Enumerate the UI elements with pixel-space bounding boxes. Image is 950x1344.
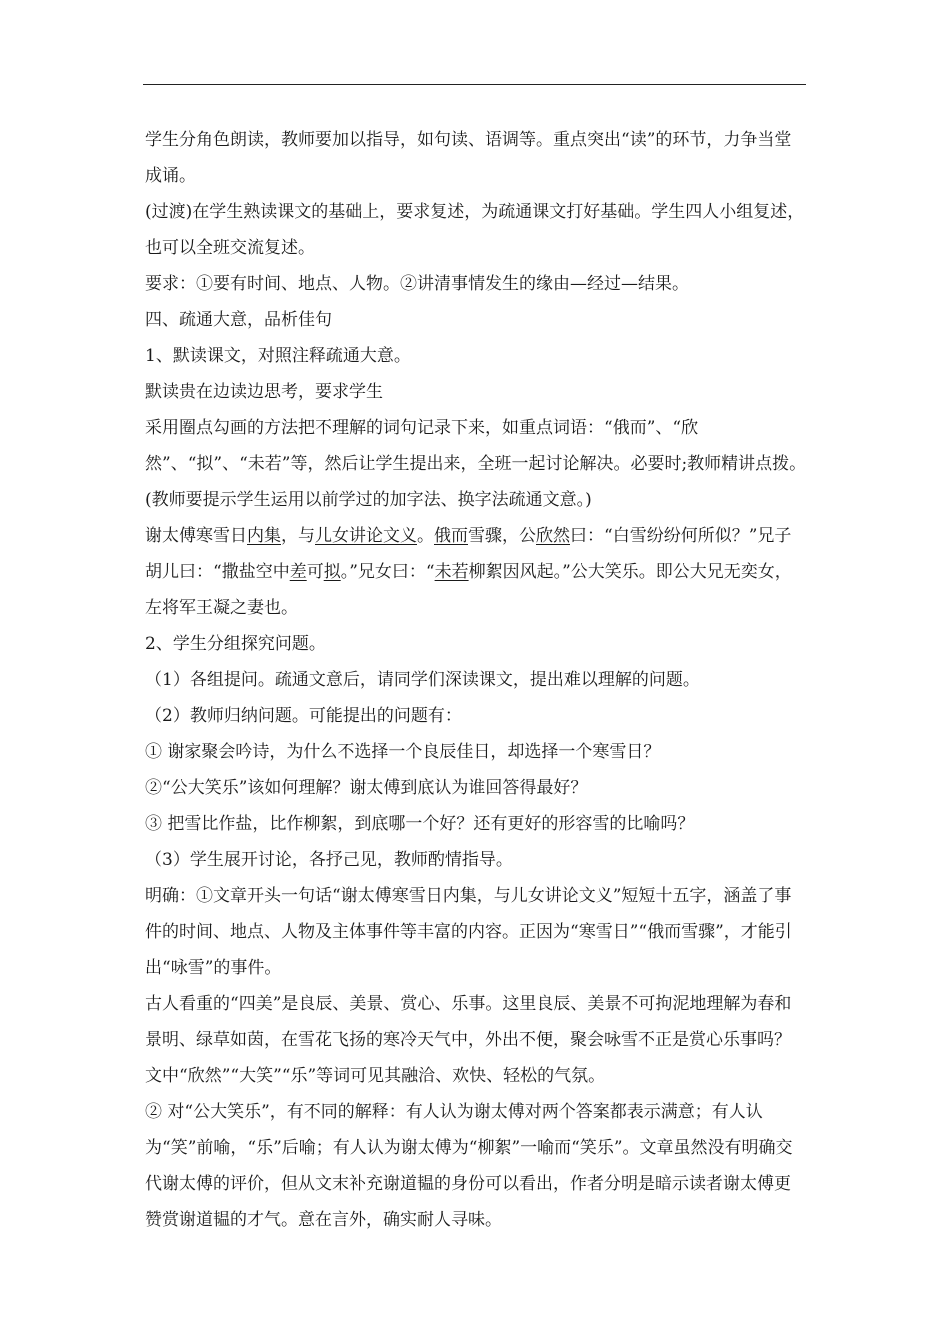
text-span: 雪骤，公 [468,526,536,546]
step-1: 1、默读课文，对照注释疏通大意。 [145,346,411,366]
paragraph-silent-reading: 默读贵在边读边思考，要求学生 [145,382,383,402]
underlined-term: 欣然 [536,526,570,546]
paragraph-role-reading: 学生分角色朗读，教师要加以指导，如句读、语调等。重点突出“读”的环节，力争当堂成诵。 [145,130,792,186]
substep-2: （2）教师归纳问题。可能提出的问题有： [145,706,462,726]
text-span: 。 [417,526,434,546]
text-span: 柳絮因风起。”公大笑乐。即公大兄无奕女，左将军王凝之妻也。 [145,562,792,618]
paragraph-four-beauties: 古人看重的“四美”是良辰、美景、赏心、乐事。这里良辰、美景不可拘泥地理解为春和景明、绿草如茵，在雪花飞扬的寒冷天气中，外出不便，聚会咏雪不正是赏心乐事吗？文中“欣然”“大笑”“乐”等词可见其融洽、欢快、轻松的气氛。 [145,994,792,1086]
text-span: 。”兄女曰：“ [340,562,435,582]
text-span: 谢太傅寒雪日 [145,526,247,546]
classical-text [145,518,807,626]
question-1: ① 谢家聚会吟诗，为什么不选择一个良辰佳日，却选择一个寒雪日？ [145,742,661,762]
text-span: 可 [306,562,324,582]
underlined-term: 未若 [434,562,469,582]
paragraph-requirements: 要求：①要有时间、地点、人物。②讲清事情发生的缘由—经过—结果。 [145,274,689,294]
substep-3: （3）学生展开讨论，各抒己见，教师酌情指导。 [145,850,513,870]
answer-2: ② 对“公大笑乐”，有不同的解释：有人认为谢太傅对两个答案都表示满意；有人认为“笑”前喻，“乐”后喻；有人认为谢太傅为“柳絮”一喻而“笑乐”。文章虽然没有明确交代谢太傅的评价，但从文末补充谢道韫的身份可以看出，作者分明是暗示读者谢太傅更赞赏谢道韫的才气。意在言外，确实耐人寻味。 [145,1102,793,1230]
text-span: 曰：“白雪纷纷何所似？”兄子胡儿曰：“撒盐空中 [145,526,792,582]
question-3: ③ 把雪比作盐，比作柳絮，到底哪一个好？还有更好的形容雪的比喻吗？ [145,814,695,834]
paragraph-annotation-method: 采用圈点勾画的方法把不理解的词句记录下来，如重点词语：“俄而”、“欣然”、“拟”、“未若”等，然后让学生提出来，全班一起讨论解决。必要时;教师精讲点拨。(教师要提示学生运用以前学过的加字法、换字法疏通文意。) [145,418,807,510]
text-span: ，与 [281,526,315,546]
answer-1: 明确：①文章开头一句话“谢太傅寒雪日内集，与儿女讲论文义”短短十五字，涵盖了事件的时间、地点、人物及主体事件等丰富的内容。正因为“寒雪日”“俄而雪骤”，才能引出“咏雪”的事件。 [145,886,792,978]
paragraph-transition: (过渡)在学生熟读课文的基础上，要求复述，为疏通课文打好基础。学生四人小组复述，也可以全班交流复述。 [145,202,805,258]
header-rule [143,84,806,85]
underlined-term: 内集 [247,526,281,546]
substep-1: （1）各组提问。疏通文意后，请同学们深读课文，提出难以理解的问题。 [145,670,700,690]
underlined-term: 儿女讲论文义 [315,526,417,546]
step-2: 2、学生分组探究问题。 [145,634,326,654]
underlined-term: 差 [289,562,307,582]
question-2: ②“公大笑乐”该如何理解？谢太傅到底认为谁回答得最好？ [145,778,588,798]
document-body [145,122,807,1238]
underlined-term: 拟 [323,562,341,582]
underlined-term: 俄而 [434,526,468,546]
section-heading-4: 四、疏通大意，品析佳句 [145,310,332,330]
